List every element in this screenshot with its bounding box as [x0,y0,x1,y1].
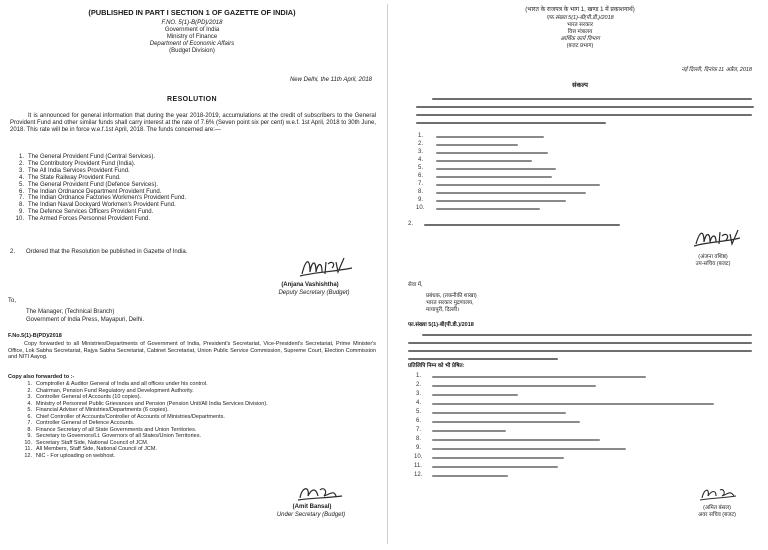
item-text: Chief Controller of Accounts/Controller of Accounts of Ministries/Departments. [36,413,225,420]
date-line: New Delhi, the 11th April, 2018 [289,77,372,83]
item-text: The Indian Ordnance Factories Workmen's Provident Fund. [28,195,187,202]
resolution-intro: It is announced for general information that during the year 2018-2019, accumulations at the credit of subscribers to the General Provident Fund and other similar funds shall carry interest at the rate of 7.6% (Seven point six per cent) w.e.f. 1st April, 2018 to 30th June, 2018. This rate will be in force w.e.f.1st April, 2018. The funds concerned are:— [10,113,376,133]
item-number: 11. [414,463,422,469]
item-text: The Armed Forces Personnel Provident Fund. [28,216,151,223]
signer1-name: (Anjana Vashishtha) [281,282,339,288]
hindi-gazette-heading: (भारत के राजपत्र के भाग 1, खण्ड 1 में प्रकाशनार्थ) [525,7,635,13]
list-item [18,181,368,189]
hindi-department: आर्थिक कार्य विभाग [560,36,600,42]
item-number: 4. [416,400,422,406]
hindi-resolution-page [392,0,768,550]
item-number: 10. [15,216,24,223]
list-item [15,216,368,223]
hindi-file-number-2: फा.संख्या 5(1)-बी(पी.डी.)/2018 [408,322,474,328]
item-text: Chairman, Pension Fund Regulatory and Development Authority. [36,387,194,394]
list-item [18,174,368,182]
list-item [18,209,368,216]
resolution-title: RESOLUTION [167,96,217,103]
item-number: 12. [24,452,32,459]
item-text: Comptroller & Auditor General of India and all offices under his control. [36,381,208,387]
funds-list [15,154,368,223]
item-number: 9. [416,445,422,451]
hindi-resolution-title: संकल्प [572,82,588,89]
hindi-copy-label: प्रतिलिपि निम्न को भी प्रेषित: [408,363,465,369]
file-number-2: F.No.5(1)-B(PD)/2018 [8,333,62,339]
signature-vashishtha [298,252,354,282]
hindi-signer2: (अमित बंसल) [703,505,731,511]
hindi-ministry: वित्त मंत्रालय [567,29,593,35]
hindi-signer1-title: उप-सचिव (बजट) [695,261,731,267]
item-number: 10. [24,439,32,446]
item-number: 1. [418,133,424,139]
copy-list [24,381,376,459]
item-number: 4. [18,174,24,181]
hindi-file-number: एफ.संख्या 5(1)-बी(पी.डी.)/2018 [546,15,614,21]
list-item [18,154,368,161]
hindi-signature-bansal [698,484,738,504]
item-number: 6. [27,413,32,420]
item-number: 8. [416,436,422,442]
recipient-line1: The Manager, (Technical Branch) [26,309,115,315]
item-number: 5. [18,181,24,188]
list-item [24,452,376,460]
item-number: 5. [416,409,422,415]
item-number: 8. [27,426,32,433]
para2-text: Ordered that the Resolution be published in Gazette of India. [26,249,188,255]
item-text: The Indian Naval Dockyard Workmen's Provident Fund. [28,202,176,209]
item-number: 7. [418,181,424,187]
item-number: 9. [18,209,24,216]
item-number: 3. [27,394,32,400]
item-text: Controller General of Defence Accounts. [36,420,135,426]
division-name: (Budget Division) [169,48,215,54]
hindi-signer1: (अंजना वशिष्ठ) [698,254,728,260]
list-item [18,167,368,175]
item-text: NIC - For uploading on webhost. [36,452,116,459]
hindi-recipient-line2: भारत सरकार मुद्रणालय, [426,300,474,306]
recipient-line2: Government of India Press, Mayapuri, Delhi. [26,317,145,323]
gazette-heading: (PUBLISHED IN PART I SECTION 1 OF GAZETTE OF INDIA) [88,8,296,17]
hindi-recipient-line1: प्रबंधक, (तकनीकी शाखा) [426,293,477,299]
hindi-para2-number: 2. [408,221,414,227]
item-text: The State Railway Provident Fund. [28,174,121,181]
item-number: 2. [416,382,422,388]
item-number: 2. [27,387,32,394]
signer1-title: Deputy Secretary (Budget) [278,290,350,296]
item-text: Financial Adviser of Ministries/Departments (6 copies). [36,407,169,413]
item-number: 9. [27,433,32,439]
department-name: Department of Economic Affairs [149,41,235,47]
item-number: 4. [418,157,424,163]
item-number: 6. [418,173,424,179]
hindi-para2-text [424,224,620,226]
page-divider [387,4,388,544]
hindi-to-label: सेवा में, [408,282,423,288]
item-number: 7. [416,427,422,433]
ministry-name: Ministry of Finance [166,34,218,40]
item-number: 2. [418,141,424,147]
list-item [18,202,368,209]
item-text: The General Provident Fund (Defence Services). [28,181,159,188]
item-text: Secretary to Governors/Lt. Governors of all States/Union Territories. [36,433,201,439]
item-number: 6. [416,418,422,424]
item-number: 1. [27,381,32,387]
signer2-name: (Amit Bansal) [292,504,332,510]
item-number: 4. [27,400,32,407]
to-label: To, [8,298,17,304]
item-number: 11. [24,446,32,452]
item-number: 7. [27,420,32,426]
hindi-government: भारत सरकार [566,22,594,28]
item-number: 10. [416,205,425,211]
item-text: Controller General of Accounts (10 copies). [36,394,142,400]
copy-forward-paragraph: Copy forwarded to all Ministries/Departments of Government of India, President's Secretariat, Vice-President's Secretariat, Prime Minister's Office, Lok Sabha Secretariat, Rajya Sabha Secretariat, Cabinet Secretariat, Union Public Service Commission, Supreme Court, Election Commission and NITI Aayog. [8,341,376,360]
item-text: The Defence Services Officers Provident Fund. [28,209,154,216]
item-text: Ministry of Personnel Public Grievances and Pension (Pension Unit/All India Services Division). [36,400,268,407]
item-text: All Members, Staff Side, National Council of JCM. [36,446,157,452]
file-number: F.NO. 5(1)-B(PD)/2018 [161,20,223,26]
item-text: The All India Services Provident Fund. [28,167,130,174]
item-number: 1. [18,154,24,160]
item-number: 3. [18,167,24,174]
list-item [18,188,368,196]
government-name: Government of India [164,27,220,33]
hindi-division: (बजट प्रभाग) [566,43,594,49]
item-text: Secretary Staff Side, National Council of JCM. [36,439,149,446]
item-text: The General Provident Fund (Central Services). [28,154,156,160]
copy-also-label: Copy also forwarded to :- [8,374,75,380]
item-number: 3. [416,391,422,397]
item-number: 5. [27,407,32,413]
item-number: 8. [418,189,424,195]
para2-number: 2. [10,249,16,255]
item-text: Finance Secretary of all State Governments and Union Territories. [36,426,197,433]
signer2-title: Under Secretary (Budget) [276,512,346,518]
item-number: 12. [414,472,423,478]
list-item [18,160,368,168]
item-text: The Contributory Provident Fund (India). [28,160,136,167]
item-number: 9. [418,197,424,203]
list-item [18,195,368,202]
hindi-signature-vashishtha [692,224,742,252]
item-number: 5. [418,165,424,171]
item-number: 8. [18,202,24,209]
item-number: 1. [416,373,422,379]
item-number: 10. [414,454,423,460]
item-number: 7. [18,195,24,202]
item-number: 3. [418,149,424,155]
hindi-date-line: नई दिल्ली, दिनांक 11 अप्रैल, 2018 [681,67,752,73]
hindi-recipient-line3: मायापुरी, दिल्ली। [426,307,460,313]
item-text: The Indian Ordnance Department Provident Fund. [28,188,162,195]
signature-bansal [296,482,346,504]
item-number: 2. [18,160,24,167]
item-number: 6. [18,188,24,195]
hindi-signer2-title: अवर सचिव (बजट) [698,512,736,518]
